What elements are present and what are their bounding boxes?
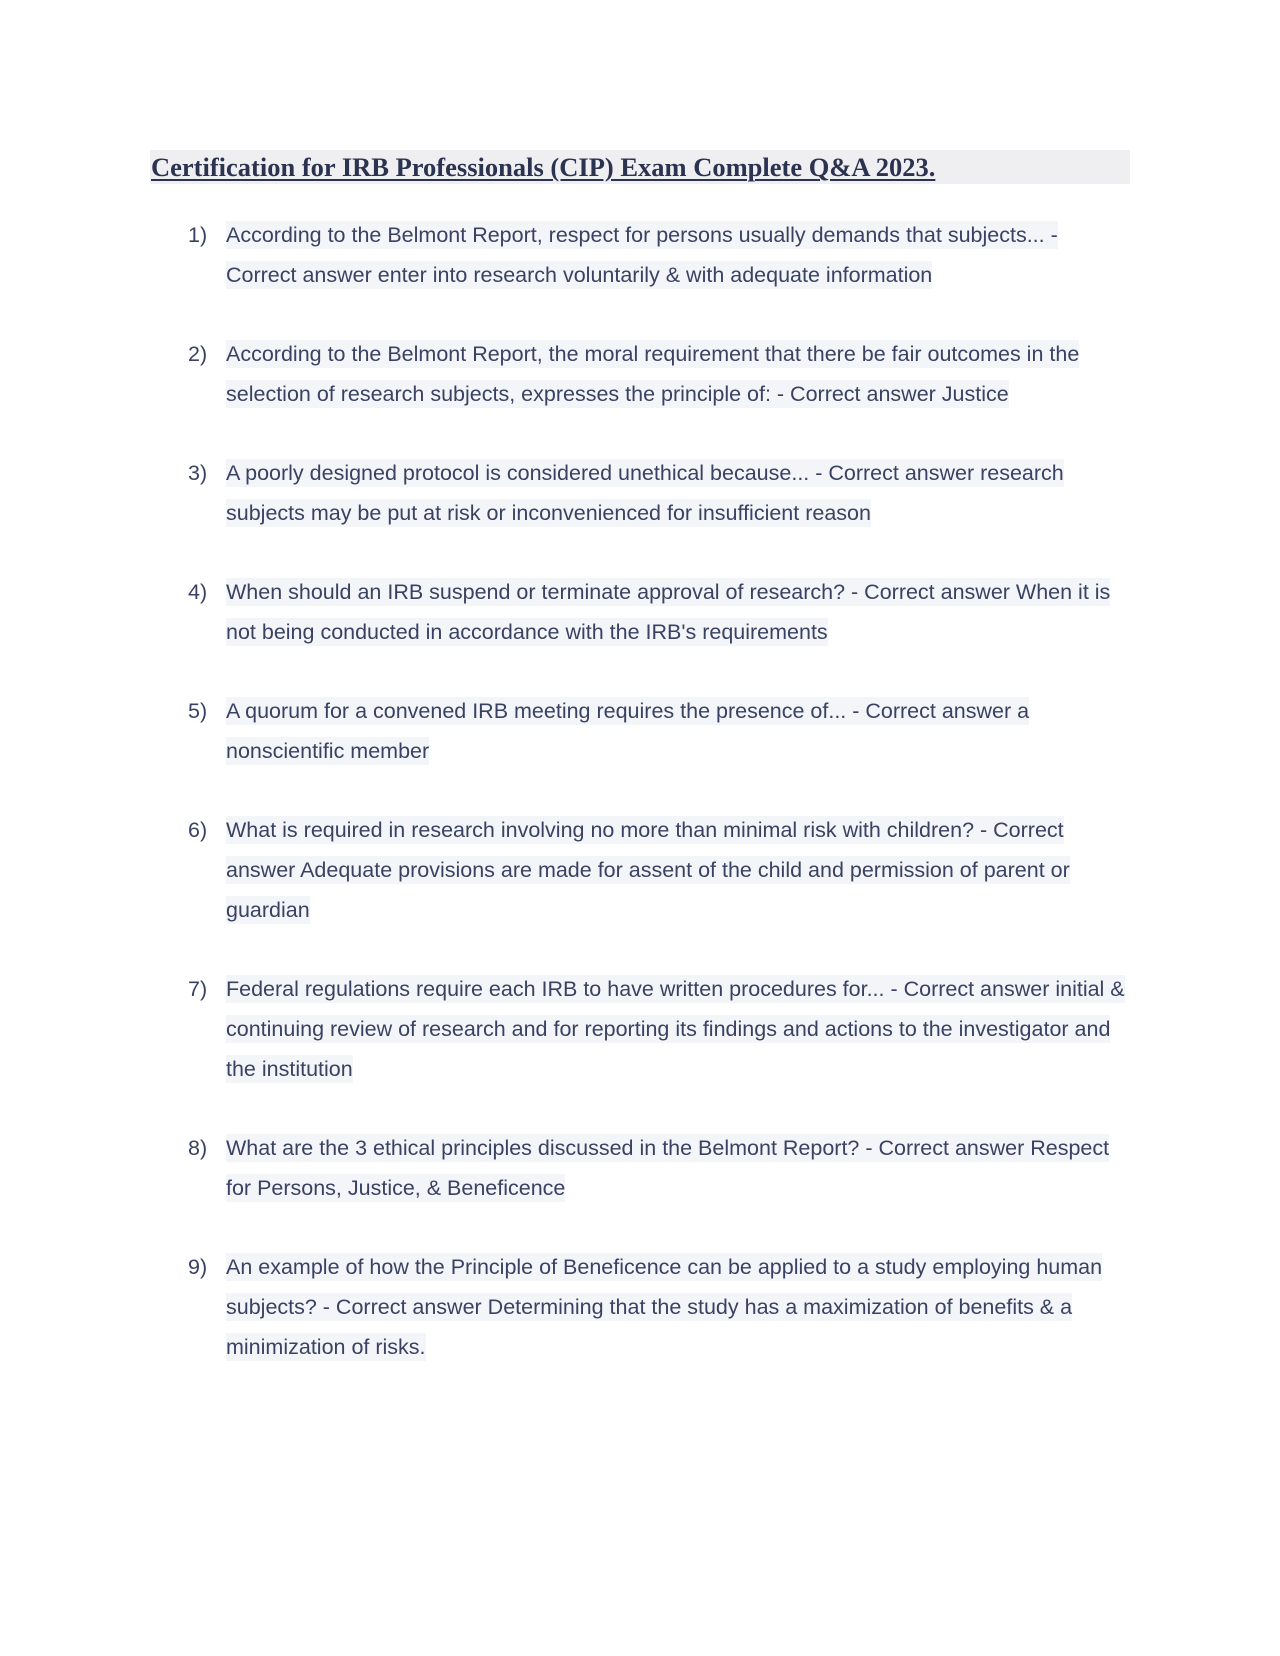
qa-item [0, 810, 1280, 930]
qa-item [0, 215, 1280, 295]
qa-item-number: 3) [188, 461, 208, 485]
qa-item-number: 8) [188, 1136, 208, 1160]
qa-item-number: 5) [188, 699, 208, 723]
qa-item [0, 691, 1280, 771]
qa-item [0, 1247, 1280, 1367]
qa-item-number: 1) [188, 223, 208, 247]
qa-item-number: 4) [188, 580, 208, 604]
document-title: Certification for IRB Professionals (CIP) Exam Complete Q&A 2023. [151, 152, 936, 182]
qa-list [0, 215, 1280, 1406]
qa-item-number: 9) [188, 1255, 208, 1279]
qa-item [0, 1128, 1280, 1208]
qa-item-text: According to the Belmont Report, respect for persons usually demands that subjects... - Correct answer enter into research voluntarily & with adequate information [226, 223, 1058, 287]
qa-item-text: A quorum for a convened IRB meeting requires the presence of... - Correct answer a nonscientific member [226, 699, 1030, 763]
qa-item-text: What is required in research involving no more than minimal risk with children? - Correct answer Adequate provisions are made for assent of the child and permission of parent or guardian [226, 818, 1070, 922]
qa-item-text: When should an IRB suspend or terminate approval of research? - Correct answer When it is not being conducted in accordance with the IRB's requirements [226, 580, 1111, 644]
qa-item [0, 572, 1280, 652]
qa-item-number: 6) [188, 818, 208, 842]
qa-item [0, 334, 1280, 414]
qa-item-text: What are the 3 ethical principles discussed in the Belmont Report? - Correct answer Respect for Persons, Justice, & Beneficence [226, 1136, 1110, 1200]
qa-item-number: 7) [188, 977, 208, 1001]
qa-item [0, 453, 1280, 533]
qa-item-text: According to the Belmont Report, the moral requirement that there be fair outcomes in the selection of research subjects, expresses the principle of: - Correct answer Justice [226, 342, 1080, 406]
qa-item-text: Federal regulations require each IRB to have written procedures for... - Correct answer initial & continuing review of research and for reporting its findings and actions to the investigator and the institution [226, 977, 1125, 1081]
qa-item-text: An example of how the Principle of Beneficence can be applied to a study employing human subjects? - Correct answer Determining that the study has a maximization of benefits & a minimization of risks. [226, 1255, 1103, 1359]
qa-item-text: A poorly designed protocol is considered unethical because... - Correct answer research subjects may be put at risk or inconvenienced for insufficient reason [226, 461, 1064, 525]
qa-item [0, 969, 1280, 1089]
qa-item-number: 2) [188, 342, 208, 366]
